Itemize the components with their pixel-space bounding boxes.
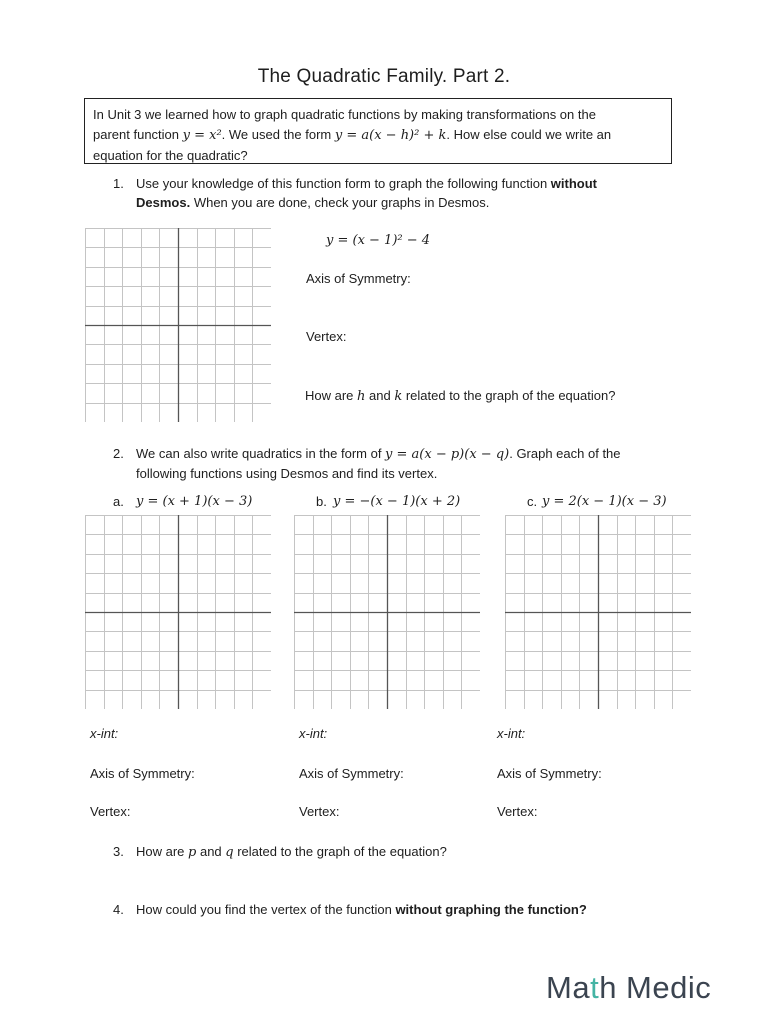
graph-grid-part-c[interactable]	[505, 515, 691, 709]
question-3-text: How are p and q related to the graph of the equation?	[136, 844, 447, 860]
q1-axis-of-symmetry-label: Axis of Symmetry:	[306, 271, 411, 286]
question-3-number: 3.	[113, 844, 124, 859]
question-1-text: Use your knowledge of this function form to graph the following function without Desmos. When you are done, check your graphs in Desmos.	[136, 176, 598, 210]
q1-hk-question: How are h and k related to the graph of the equation?	[305, 388, 616, 404]
part-c-xint-label: x-int:	[497, 726, 526, 741]
part-c-letter: c.	[527, 494, 538, 509]
part-b-equation: y = −(x − 1)(x + 2)	[333, 494, 461, 509]
part-a-letter: a.	[113, 494, 124, 509]
graph-grid-q1[interactable]	[85, 228, 271, 422]
graph-grid-part-a[interactable]	[85, 515, 271, 709]
part-a-vertex-label: Vertex:	[90, 804, 131, 819]
part-a-axis-label: Axis of Symmetry:	[90, 766, 195, 781]
question-1-equation: y = (x − 1)² − 4	[326, 233, 431, 248]
part-a-equation: y = (x + 1)(x − 3)	[136, 494, 253, 509]
intro-box	[84, 98, 672, 164]
page-title: The Quadratic Family. Part 2.	[257, 66, 511, 87]
part-c-axis-label: Axis of Symmetry:	[497, 766, 602, 781]
q1-vertex-label: Vertex:	[306, 329, 347, 344]
part-b-vertex-label: Vertex:	[299, 804, 340, 819]
intro-line-2: parent function y = x². We used the form y = a(x − h)² + k. How else could we write an	[93, 127, 612, 143]
question-4-number: 4.	[113, 902, 124, 917]
question-4-text: How could you find the vertex of the function without graphing the function?	[136, 902, 587, 917]
graph-grid-part-b[interactable]	[294, 515, 480, 709]
part-b-letter: b.	[316, 494, 327, 509]
part-c-vertex-label: Vertex:	[497, 804, 538, 819]
part-b-axis-label: Axis of Symmetry:	[299, 766, 404, 781]
part-b-xint-label: x-int:	[299, 726, 328, 741]
parent-function-eq: y = x²	[182, 128, 222, 143]
part-c-equation: y = 2(x − 1)(x − 3)	[542, 494, 667, 509]
math-medic-logo: Math Medic	[546, 970, 712, 1005]
question-1-number: 1.	[113, 176, 124, 191]
intro-line-1: In Unit 3 we learned how to graph quadratic functions by making transformations on the	[93, 107, 596, 122]
question-2-text: We can also write quadratics in the form of y = a(x − p)(x − q). Graph each of the following functions using Desmos and find its vertex.	[136, 446, 621, 481]
intro-line-3: equation for the quadratic?	[93, 148, 248, 163]
vertex-form-eq: y = a(x − h)² + k	[334, 128, 447, 143]
part-a-xint-label: x-int:	[90, 726, 119, 741]
question-2-number: 2.	[113, 446, 124, 461]
